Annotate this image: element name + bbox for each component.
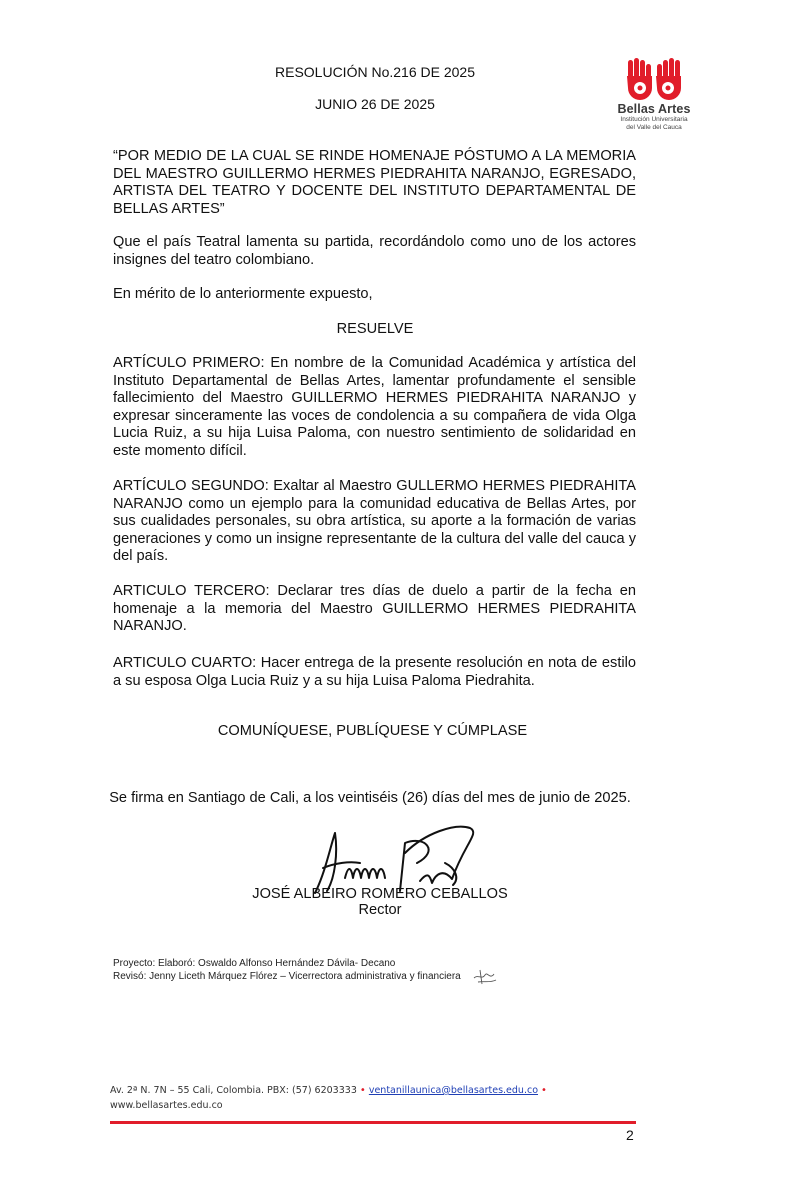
resolution-date: JUNIO 26 DE 2025 bbox=[315, 96, 435, 112]
footer-email-link[interactable]: ventanillaunica@bellasartes.edu.co bbox=[368, 1085, 539, 1096]
footer-separator-end: • bbox=[541, 1085, 547, 1096]
logo-subtitle-2: del Valle del Cauca bbox=[626, 123, 682, 131]
footer-contact bbox=[110, 1085, 547, 1096]
reviewed-by: Revisó: Jenny Liceth Márquez Flórez – Vicerrectora administrativa y financiera bbox=[113, 971, 461, 982]
footer-address: Av. 2ª N. 7N – 55 Cali, Colombia. PBX: (57) 6203333 bbox=[110, 1085, 357, 1096]
article-three: ARTICULO TERCERO: Declarar tres días de duelo a partir de la fecha en homenaje a la memoria del Maestro GUILLERMO HERMES PIEDRAHITA NARANJO. bbox=[113, 583, 636, 635]
resuelve-heading: RESUELVE bbox=[336, 321, 414, 337]
closing-statement: COMUNÍQUESE, PUBLÍQUESE Y CÚMPLASE bbox=[217, 723, 528, 739]
article-four: ARTICULO CUARTO: Hacer entrega de la presente resolución en nota de estilo a su esposa Olga Lucia Ruiz y a su hija Luisa Paloma Piedrahita. bbox=[113, 655, 636, 689]
page-number: 2 bbox=[626, 1127, 634, 1143]
footer-separator: • bbox=[359, 1085, 366, 1096]
signatory-title: Rector bbox=[358, 902, 402, 918]
footer-website[interactable]: www.bellasartes.edu.co bbox=[110, 1100, 223, 1111]
article-two: ARTÍCULO SEGUNDO: Exaltar al Maestro GULLERMO HERMES PIEDRAHITA NARANJO como un ejemplo para la comunidad educativa de Bellas Artes, por sus cualidades personales, su obra artística, su aporte a la formación de varias generaciones y como un insigne representante de la cultura del valle del cauca y del país. bbox=[113, 478, 636, 565]
intro-paragraph: Que el país Teatral lamenta su partida, recordándolo como uno de los actores insignes del teatro colombiano. bbox=[113, 234, 636, 268]
signatory-name: JOSÉ ALBEIRO ROMERO CEBALLOS bbox=[252, 886, 508, 902]
resolution-title: “POR MEDIO DE LA CUAL SE RINDE HOMENAJE PÓSTUMO A LA MEMORIA DEL MAESTRO GUILLERMO HERMES PIEDRAHITA NARANJO, EGRESADO, ARTISTA DEL TEATRO Y DOCENTE DEL INSTITUTO DEPARTAMENTAL DE BELLAS ARTES” bbox=[113, 148, 636, 217]
hands-logo-icon bbox=[624, 58, 684, 102]
prepared-by: Proyecto: Elaboró: Oswaldo Alfonso Hernández Dávila- Decano bbox=[113, 958, 396, 969]
merit-paragraph: En mérito de lo anteriormente expuesto, bbox=[113, 286, 373, 302]
article-one: ARTÍCULO PRIMERO: En nombre de la Comunidad Académica y artística del Instituto Departamental de Bellas Artes, lamentar profundamente el sensible fallecimiento del Maestro GUILLERMO HERMES PIEDRAHITA NARANJO y expresar sinceramente las voces de condolencia a su compañera de vida Olga Lucia Ruiz, a su hija Luisa Paloma, con nuestro sentimiento de solidaridad en este momento difícil. bbox=[113, 355, 636, 459]
logo-name: Bellas Artes bbox=[617, 102, 691, 116]
footer-red-rule bbox=[110, 1121, 636, 1124]
reviewer-initials-icon bbox=[472, 966, 498, 986]
resolution-number: RESOLUCIÓN No.216 DE 2025 bbox=[275, 64, 475, 80]
institution-logo bbox=[612, 58, 696, 131]
signature-place-date: Se firma en Santiago de Cali, a los veintiséis (26) días del mes de junio de 2025. bbox=[109, 790, 631, 806]
logo-subtitle-1: Institución Universitaria bbox=[620, 116, 688, 123]
